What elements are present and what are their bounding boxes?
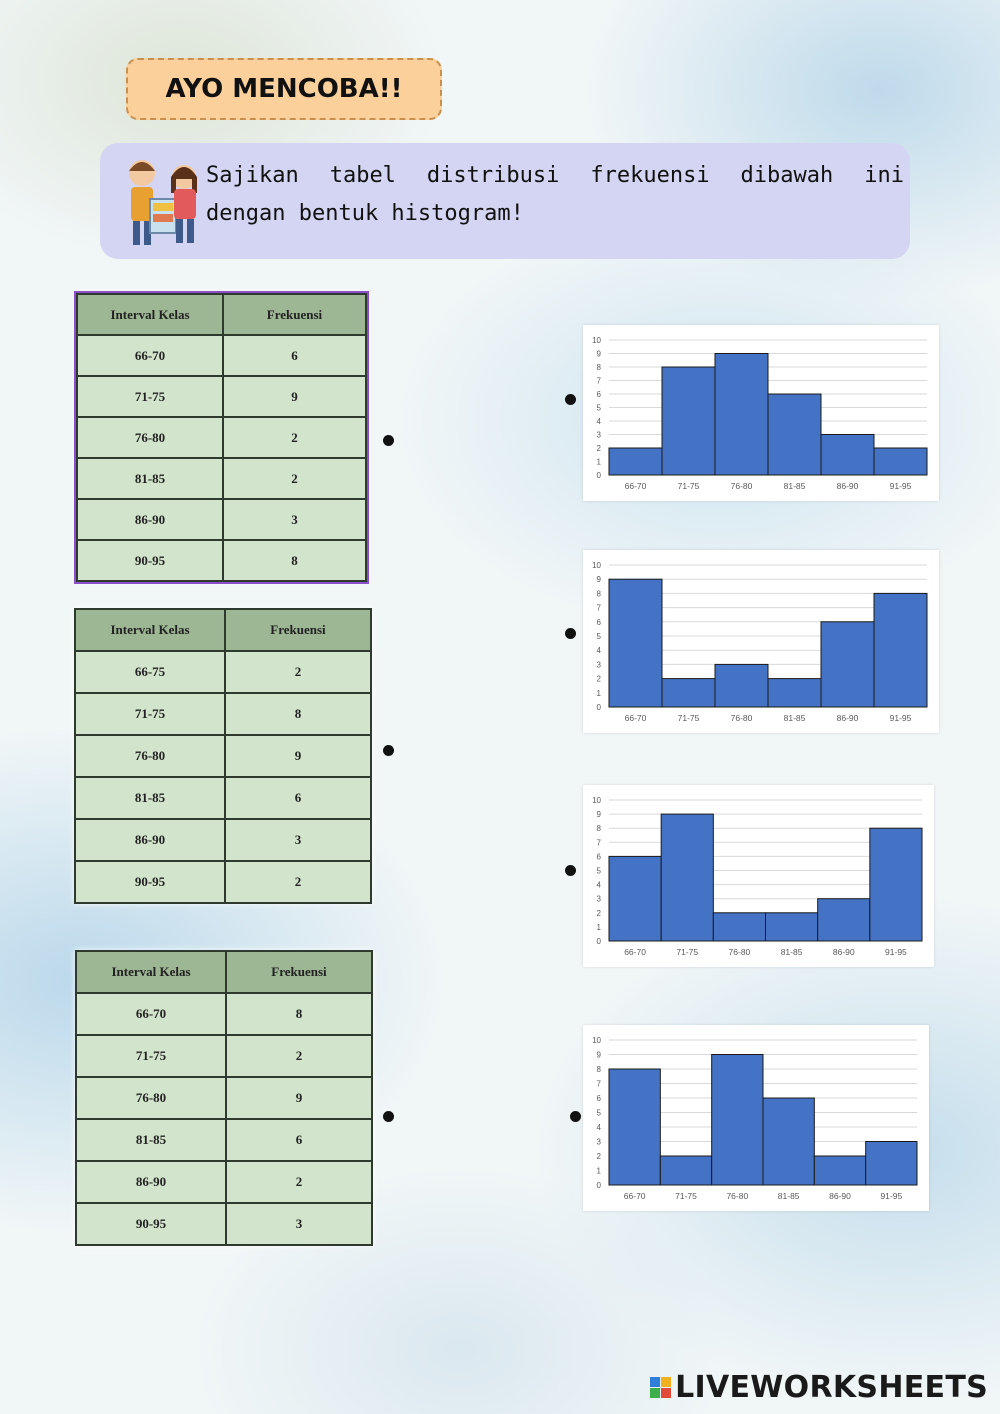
histogram-bar xyxy=(715,354,768,476)
y-tick-label: 3 xyxy=(596,894,601,904)
frequency-cell: 3 xyxy=(226,1203,372,1245)
frequency-table-1 xyxy=(76,293,367,582)
y-tick-label: 10 xyxy=(592,796,601,805)
frequency-cell: 2 xyxy=(223,417,366,458)
header-interval: Interval Kelas xyxy=(76,951,226,993)
x-tick-label: 86-90 xyxy=(832,947,855,957)
match-dot-table-3[interactable] xyxy=(383,1111,394,1122)
histogram-4 xyxy=(583,1025,929,1211)
match-dot-chart-3[interactable] xyxy=(565,865,576,876)
liveworksheets-logo-icon xyxy=(650,1377,671,1398)
y-tick-label: 0 xyxy=(596,471,601,480)
table-row xyxy=(77,499,366,540)
y-tick-label: 7 xyxy=(596,1079,601,1089)
interval-cell: 86-90 xyxy=(77,499,223,540)
y-tick-label: 10 xyxy=(592,1036,601,1045)
y-tick-label: 10 xyxy=(592,561,601,570)
frequency-cell: 2 xyxy=(225,651,371,693)
y-tick-label: 5 xyxy=(596,403,601,413)
histogram-2 xyxy=(583,550,939,733)
interval-cell: 66-70 xyxy=(77,335,223,376)
y-tick-label: 7 xyxy=(596,376,601,386)
histogram-bar xyxy=(870,828,922,941)
instruction-text: Sajikan tabel distribusi frekuensi dibawah ini dengan bentuk histogram! xyxy=(206,163,904,226)
x-tick-label: 71-75 xyxy=(677,481,700,491)
y-tick-label: 4 xyxy=(596,1123,601,1132)
table-header-row xyxy=(77,294,366,335)
table-row xyxy=(76,1077,372,1119)
y-tick-label: 1 xyxy=(596,688,601,698)
x-tick-label: 66-70 xyxy=(624,481,647,491)
table-row xyxy=(76,993,372,1035)
table-row xyxy=(75,819,371,861)
x-tick-label: 66-70 xyxy=(624,713,647,723)
x-tick-label: 91-95 xyxy=(889,481,912,491)
y-tick-label: 5 xyxy=(596,632,601,641)
histogram-bar xyxy=(874,593,927,707)
match-dot-chart-4[interactable] xyxy=(570,1111,581,1122)
x-tick-label: 91-95 xyxy=(885,947,907,957)
table-row xyxy=(77,540,366,581)
y-tick-label: 6 xyxy=(596,617,601,627)
frequency-cell: 3 xyxy=(223,499,366,540)
x-tick-label: 81-85 xyxy=(783,713,806,723)
y-tick-label: 4 xyxy=(596,646,601,656)
histogram-bar xyxy=(768,394,821,475)
histogram-bar xyxy=(609,856,661,941)
frequency-cell: 6 xyxy=(223,335,366,376)
table-row xyxy=(76,1035,372,1077)
interval-cell: 90-95 xyxy=(77,540,223,581)
histogram-bar xyxy=(768,679,821,707)
table-row xyxy=(75,861,371,903)
table-row xyxy=(75,777,371,819)
histogram-bar xyxy=(818,899,870,941)
y-tick-label: 0 xyxy=(596,703,601,712)
histogram-bar xyxy=(763,1098,814,1185)
frequency-cell: 3 xyxy=(225,819,371,861)
frequency-cell: 9 xyxy=(225,735,371,777)
x-tick-label: 71-75 xyxy=(676,947,699,957)
y-tick-label: 2 xyxy=(596,908,601,918)
histogram-bar xyxy=(660,1156,711,1185)
header-interval: Interval Kelas xyxy=(75,609,225,651)
table-row xyxy=(77,417,366,458)
histogram-bar xyxy=(821,622,874,707)
x-tick-label: 66-70 xyxy=(624,947,646,957)
y-tick-label: 5 xyxy=(596,1108,601,1118)
interval-cell: 81-85 xyxy=(77,458,223,499)
y-tick-label: 3 xyxy=(596,660,601,670)
table-row xyxy=(75,735,371,777)
histogram-1 xyxy=(583,325,939,501)
interval-cell: 86-90 xyxy=(76,1161,226,1203)
y-tick-label: 4 xyxy=(596,417,601,426)
frequency-table-3 xyxy=(75,950,373,1246)
histogram-bar xyxy=(609,579,662,707)
histogram-svg xyxy=(583,785,934,967)
histogram-bar xyxy=(609,448,662,475)
y-tick-label: 3 xyxy=(596,1137,601,1147)
histogram-bar xyxy=(661,814,713,941)
interval-cell: 66-75 xyxy=(75,651,225,693)
histogram-bar xyxy=(713,913,765,941)
y-tick-label: 1 xyxy=(596,922,601,932)
y-tick-label: 6 xyxy=(596,1094,601,1103)
histogram-bar xyxy=(662,367,715,475)
histogram-bar xyxy=(609,1069,660,1185)
table-row xyxy=(75,693,371,735)
y-tick-label: 5 xyxy=(596,866,601,876)
interval-cell: 71-75 xyxy=(76,1035,226,1077)
y-tick-label: 0 xyxy=(596,937,601,946)
histogram-svg xyxy=(583,325,939,501)
x-tick-label: 81-85 xyxy=(780,947,803,957)
frequency-cell: 9 xyxy=(226,1077,372,1119)
y-tick-label: 8 xyxy=(596,824,601,834)
frequency-cell: 8 xyxy=(225,693,371,735)
x-tick-label: 76-80 xyxy=(728,947,751,957)
frequency-table-2 xyxy=(74,608,372,904)
y-tick-label: 2 xyxy=(596,1152,601,1161)
x-tick-label: 76-80 xyxy=(730,481,753,491)
match-dot-chart-2[interactable] xyxy=(565,628,576,639)
interval-cell: 90-95 xyxy=(75,861,225,903)
header-frequency: Frekuensi xyxy=(225,609,371,651)
interval-cell: 76-80 xyxy=(76,1077,226,1119)
table-row xyxy=(75,651,371,693)
table-row xyxy=(76,1119,372,1161)
x-tick-label: 76-80 xyxy=(726,1191,749,1201)
y-tick-label: 1 xyxy=(596,1166,601,1176)
match-dot-table-2[interactable] xyxy=(383,745,394,756)
interval-cell: 81-85 xyxy=(75,777,225,819)
frequency-cell: 2 xyxy=(226,1161,372,1203)
frequency-cell: 8 xyxy=(223,540,366,581)
histogram-bar xyxy=(766,913,818,941)
interval-cell: 76-80 xyxy=(77,417,223,458)
histogram-bar xyxy=(715,664,768,707)
y-tick-label: 7 xyxy=(596,603,601,613)
y-tick-label: 1 xyxy=(596,457,601,467)
page-title: AYO MENCOBA!! xyxy=(165,74,403,104)
y-tick-label: 2 xyxy=(596,444,601,453)
liveworksheets-logo xyxy=(650,1370,988,1404)
frequency-cell: 8 xyxy=(226,993,372,1035)
interval-cell: 66-70 xyxy=(76,993,226,1035)
x-tick-label: 86-90 xyxy=(836,713,859,723)
frequency-cell: 2 xyxy=(225,861,371,903)
table-row xyxy=(76,1161,372,1203)
interval-cell: 71-75 xyxy=(75,693,225,735)
x-tick-label: 86-90 xyxy=(829,1191,851,1201)
table-row xyxy=(77,376,366,417)
table-row xyxy=(77,335,366,376)
y-tick-label: 8 xyxy=(596,363,601,372)
interval-cell: 90-95 xyxy=(76,1203,226,1245)
y-tick-label: 3 xyxy=(596,430,601,440)
y-tick-label: 6 xyxy=(596,852,601,862)
y-tick-label: 6 xyxy=(596,390,601,399)
y-tick-label: 4 xyxy=(596,880,601,890)
x-tick-label: 91-95 xyxy=(889,713,912,723)
title-banner xyxy=(126,58,442,120)
y-tick-label: 8 xyxy=(596,1065,601,1074)
brand-name: LIVEWORKSHEETS xyxy=(675,1369,988,1405)
frequency-cell: 2 xyxy=(226,1035,372,1077)
match-dot-table-1[interactable] xyxy=(383,435,394,446)
interval-cell: 76-80 xyxy=(75,735,225,777)
y-tick-label: 10 xyxy=(592,336,601,345)
histogram-bar xyxy=(874,448,927,475)
header-frequency: Frekuensi xyxy=(226,951,372,993)
frequency-cell: 9 xyxy=(223,376,366,417)
histogram-bar xyxy=(712,1055,763,1186)
histogram-bar xyxy=(814,1156,865,1185)
table-row xyxy=(77,458,366,499)
interval-cell: 86-90 xyxy=(75,819,225,861)
kids-illustration xyxy=(120,153,206,249)
y-tick-label: 2 xyxy=(596,674,601,684)
x-tick-label: 91-95 xyxy=(880,1191,903,1201)
y-tick-label: 7 xyxy=(596,838,601,848)
frequency-cell: 6 xyxy=(226,1119,372,1161)
interval-cell: 71-75 xyxy=(77,376,223,417)
y-tick-label: 9 xyxy=(596,1050,601,1060)
frequency-cell: 6 xyxy=(225,777,371,819)
frequency-cell: 2 xyxy=(223,458,366,499)
x-tick-label: 81-85 xyxy=(777,1191,800,1201)
histogram-bar xyxy=(662,679,715,707)
header-frequency: Frekuensi xyxy=(223,294,366,335)
table-row xyxy=(76,1203,372,1245)
match-dot-chart-1[interactable] xyxy=(565,394,576,405)
x-tick-label: 71-75 xyxy=(677,713,700,723)
table-header-row xyxy=(75,609,371,651)
header-interval: Interval Kelas xyxy=(77,294,223,335)
histogram-svg xyxy=(583,550,939,733)
table-header-row xyxy=(76,951,372,993)
interval-cell: 81-85 xyxy=(76,1119,226,1161)
y-tick-label: 0 xyxy=(596,1181,601,1190)
x-tick-label: 86-90 xyxy=(836,481,859,491)
x-tick-label: 81-85 xyxy=(783,481,806,491)
x-tick-label: 71-75 xyxy=(675,1191,697,1201)
y-tick-label: 9 xyxy=(596,349,601,359)
histogram-bar xyxy=(866,1142,917,1186)
instruction-box xyxy=(100,143,910,259)
x-tick-label: 76-80 xyxy=(730,713,753,723)
y-tick-label: 9 xyxy=(596,810,601,820)
y-tick-label: 9 xyxy=(596,575,601,585)
y-tick-label: 8 xyxy=(596,589,601,599)
histogram-bar xyxy=(821,435,874,476)
x-tick-label: 66-70 xyxy=(623,1191,646,1201)
histogram-3 xyxy=(583,785,934,967)
histogram-svg xyxy=(583,1025,929,1211)
